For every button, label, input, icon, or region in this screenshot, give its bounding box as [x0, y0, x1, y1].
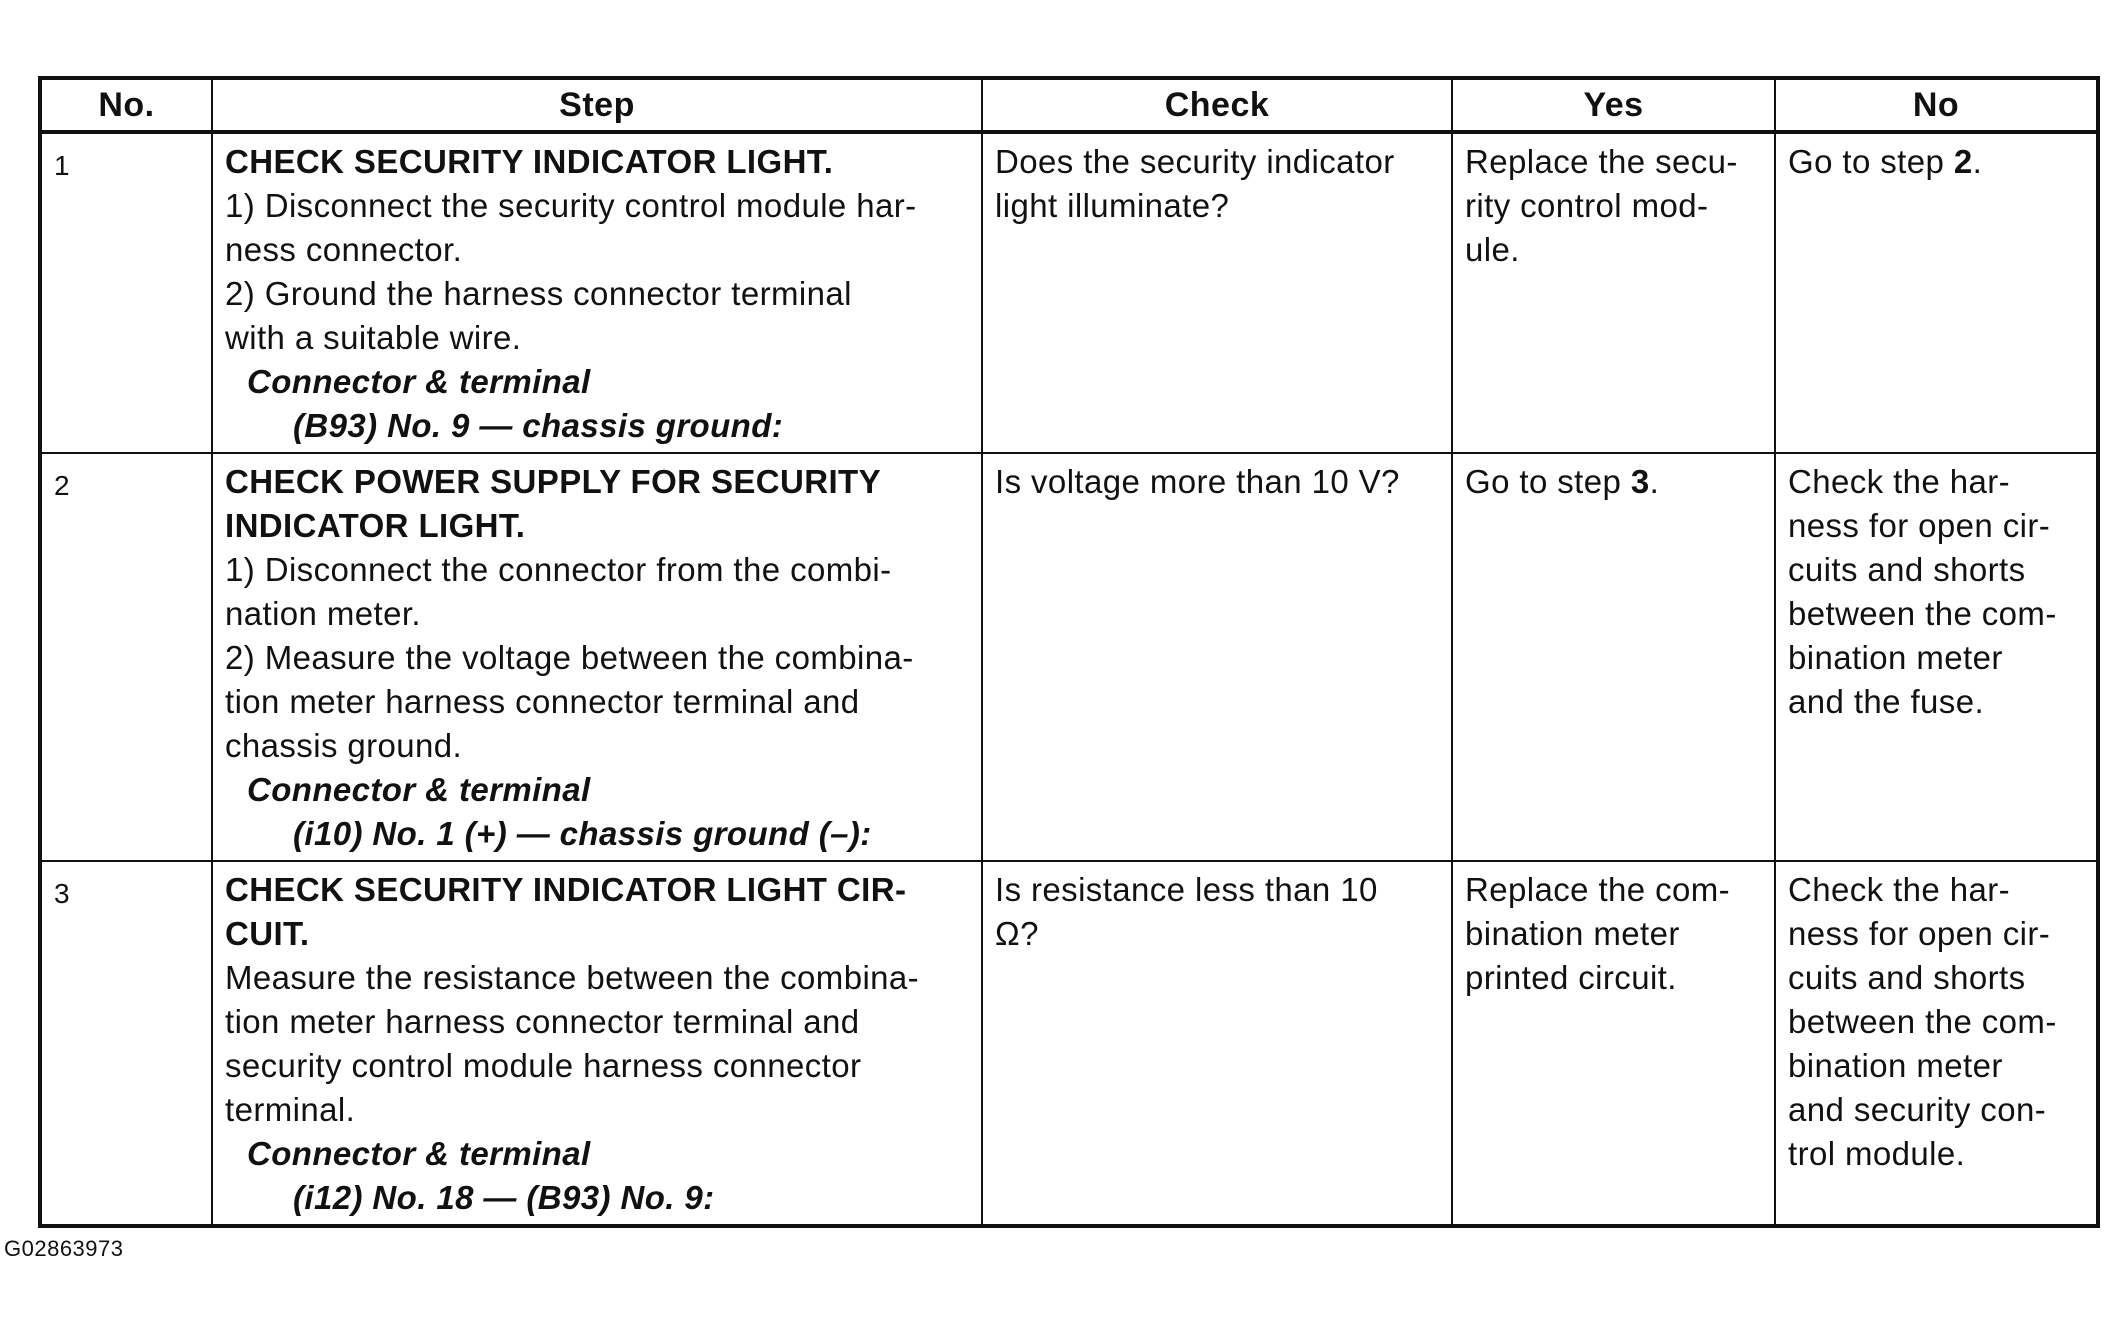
- step-title: CHECK POWER SUPPLY FOR SECURITY: [225, 463, 881, 500]
- goto-prefix: Go to step: [1788, 143, 1954, 180]
- step-number-cell: [40, 132, 212, 453]
- yes-text-line: rity control mod-: [1465, 187, 1709, 224]
- step-text-line: security control module harness connector: [225, 1047, 862, 1084]
- yes-text-line: ule.: [1465, 231, 1520, 268]
- header-no-column: No: [1775, 78, 2098, 132]
- table-header-row: [40, 78, 2098, 132]
- step-text-line: Measure the resistance between the combina-: [225, 959, 920, 996]
- step-text-line: 1) Disconnect the security control module har-: [225, 187, 917, 224]
- check-text-line: Ω?: [995, 915, 1039, 952]
- step-number: 1: [54, 150, 70, 181]
- check-text-line: Is voltage more than 10 V?: [995, 463, 1400, 500]
- check-cell: [982, 132, 1452, 453]
- step-text-line: tion meter harness connector terminal and: [225, 683, 860, 720]
- no-text-line: between the com-: [1788, 1003, 2057, 1040]
- no-cell: [1775, 453, 2098, 861]
- step-cell: [212, 453, 982, 861]
- goto-step-number: 3: [1630, 463, 1650, 500]
- goto-suffix: .: [1649, 463, 1660, 500]
- no-text-line: and security con-: [1788, 1091, 2047, 1128]
- no-text-line: and the fuse.: [1788, 683, 1985, 720]
- step-number-cell: [40, 453, 212, 861]
- header-step: Step: [212, 78, 982, 132]
- check-cell: [982, 861, 1452, 1226]
- step-number-cell: [40, 861, 212, 1226]
- table-row: [40, 861, 2098, 1226]
- goto-suffix: .: [1972, 143, 1983, 180]
- no-text-line: [1788, 140, 2086, 184]
- diagnostic-table: [38, 76, 2100, 1228]
- yes-cell: [1452, 132, 1775, 453]
- connector-value: (B93) No. 9 — chassis ground:: [293, 407, 784, 444]
- connector-label: Connector & terminal: [247, 771, 591, 808]
- step-text-line: ness connector.: [225, 231, 463, 268]
- yes-text-line: Replace the secu-: [1465, 143, 1738, 180]
- check-text-line: Is resistance less than 10: [995, 871, 1378, 908]
- no-text-line: cuits and shorts: [1788, 959, 2026, 996]
- step-text-line: nation meter.: [225, 595, 421, 632]
- step-title: INDICATOR LIGHT.: [225, 507, 526, 544]
- yes-cell: [1452, 861, 1775, 1226]
- yes-cell: [1452, 453, 1775, 861]
- no-text-line: ness for open cir-: [1788, 507, 2051, 544]
- goto-prefix: Go to step: [1465, 463, 1631, 500]
- step-number: 3: [54, 878, 70, 909]
- yes-text-line: bination meter: [1465, 915, 1680, 952]
- no-text-line: trol module.: [1788, 1135, 1966, 1172]
- connector-value: (i10) No. 1 (+) — chassis ground (–):: [293, 815, 872, 852]
- connector-label: Connector & terminal: [247, 363, 591, 400]
- connector-value: (i12) No. 18 — (B93) No. 9:: [293, 1179, 715, 1216]
- step-text-line: terminal.: [225, 1091, 356, 1128]
- step-text-line: 2) Ground the harness connector terminal: [225, 275, 852, 312]
- step-number: 2: [54, 470, 70, 501]
- check-text-line: Does the security indicator: [995, 143, 1395, 180]
- connector-label: Connector & terminal: [247, 1135, 591, 1172]
- step-text-line: 1) Disconnect the connector from the combi-: [225, 551, 892, 588]
- header-no: No.: [40, 78, 212, 132]
- step-title: CHECK SECURITY INDICATOR LIGHT CIR-: [225, 871, 907, 908]
- step-title: CHECK SECURITY INDICATOR LIGHT.: [225, 143, 834, 180]
- yes-text-line: Replace the com-: [1465, 871, 1731, 908]
- no-text-line: cuits and shorts: [1788, 551, 2026, 588]
- yes-text-line: [1465, 460, 1764, 504]
- table-row: [40, 132, 2098, 453]
- step-text-line: tion meter harness connector terminal and: [225, 1003, 860, 1040]
- header-check: Check: [982, 78, 1452, 132]
- step-text-line: 2) Measure the voltage between the combina-: [225, 639, 914, 676]
- check-text-line: light illuminate?: [995, 187, 1230, 224]
- no-text-line: ness for open cir-: [1788, 915, 2051, 952]
- no-text-line: between the com-: [1788, 595, 2057, 632]
- step-text-line: chassis ground.: [225, 727, 463, 764]
- no-text-line: bination meter: [1788, 1047, 2003, 1084]
- no-text-line: bination meter: [1788, 639, 2003, 676]
- no-text-line: Check the har-: [1788, 871, 2011, 908]
- goto-step-number: 2: [1953, 143, 1973, 180]
- step-text-line: with a suitable wire.: [225, 319, 522, 356]
- no-cell: [1775, 861, 2098, 1226]
- header-yes: Yes: [1452, 78, 1775, 132]
- check-cell: [982, 453, 1452, 861]
- no-cell: [1775, 132, 2098, 453]
- yes-text-line: printed circuit.: [1465, 959, 1677, 996]
- step-cell: [212, 132, 982, 453]
- figure-id: G02863973: [4, 1236, 124, 1261]
- step-title: CUIT.: [225, 915, 310, 952]
- no-text-line: Check the har-: [1788, 463, 2011, 500]
- step-cell: [212, 861, 982, 1226]
- table-row: [40, 453, 2098, 861]
